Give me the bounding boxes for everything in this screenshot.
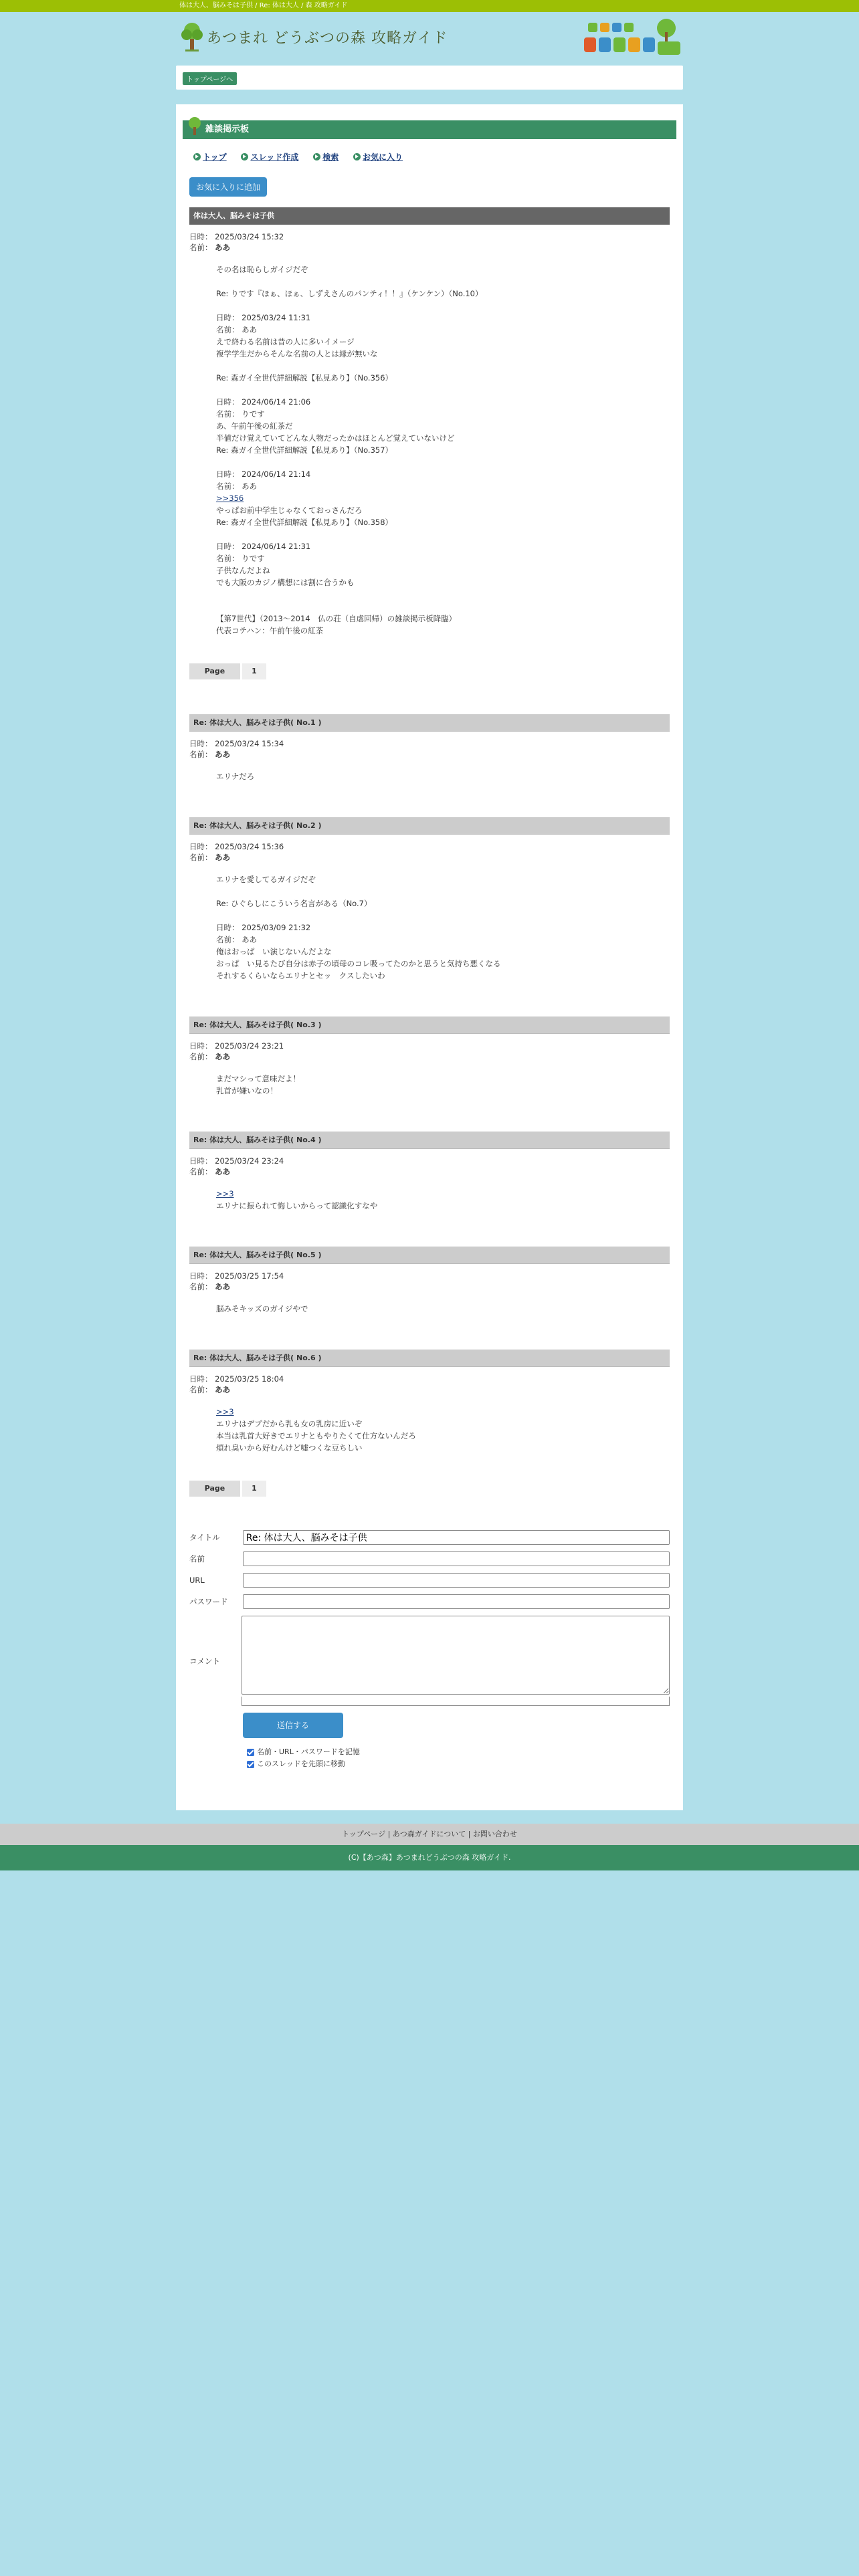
pager-page-1[interactable]: 1 <box>242 663 266 679</box>
reply-title: Re: 体は大人、脳みそは子供( No.6 ) <box>189 1350 670 1367</box>
quote-link[interactable]: >>3 <box>216 1189 234 1198</box>
url-input[interactable] <box>243 1573 670 1588</box>
name-label: 名前： <box>189 1385 213 1394</box>
board-nav <box>193 151 670 163</box>
reply-date: 2025/03/25 17:54 <box>215 1271 284 1281</box>
reply-body <box>216 1406 670 1454</box>
site-header <box>176 12 683 66</box>
reply-date: 2025/03/24 15:34 <box>215 739 284 748</box>
reply-meta <box>189 1156 670 1177</box>
thread-date: 2025/03/24 15:32 <box>215 232 284 241</box>
bump-option[interactable] <box>247 1758 670 1770</box>
reply-list <box>189 714 670 1454</box>
name-field-label: 名前 <box>189 1554 205 1564</box>
date-label: 日時： <box>189 1374 213 1384</box>
remember-option[interactable] <box>247 1746 670 1758</box>
date-label: 日時： <box>189 1271 213 1281</box>
nav-search-link[interactable] <box>313 151 339 163</box>
comment-area <box>242 1616 670 1706</box>
reply-body-text: エリナを愛してるガイジだぞ Re: ひぐらしにこういう名言がある（No.7） 日時： 2025/03/09 21:32 名前： ああ 俺はおっぱ い演じないんだよな おっぱ い見るたび自分は赤子の頃母のコレ吸ってたのかと思うと気持ち悪くなる それするくらいならエリナとセッ クスしたいわ <box>216 875 501 980</box>
form-row-name <box>189 1551 670 1566</box>
reply-meta <box>189 841 670 863</box>
reply-title: Re: 体は大人、脳みそは子供( No.1 ) <box>189 714 670 732</box>
reply-body-text: まだマシって意味だよ！ 乳首が嫌いなの！ <box>216 1074 301 1095</box>
top-bar <box>0 0 859 12</box>
reply-meta <box>189 1041 670 1062</box>
add-favorite-button[interactable]: お気に入りに追加 <box>189 177 267 197</box>
reply-body <box>216 873 670 982</box>
remember-label: 名前・URL・パスワードを記憶 <box>257 1747 360 1756</box>
form-row-comment <box>189 1616 670 1706</box>
reply-body-text: エリナはデブだから乳も女の乳房に近いぞ 本当は乳首大好きでエリナともやりたくて仕方ないんだろ 煩れ臭いから好むんけど嘘つくな豆ちしい <box>216 1419 416 1453</box>
quote-link[interactable]: >>356 <box>216 494 244 503</box>
pager-bottom <box>189 1481 670 1497</box>
reply-author: ああ <box>215 750 231 759</box>
reply-body <box>216 1188 670 1212</box>
reply-date: 2025/03/24 23:21 <box>215 1041 284 1051</box>
name-label: 名前： <box>189 853 213 862</box>
page-wrapper <box>176 12 683 1810</box>
reply-date: 2025/03/24 23:24 <box>215 1156 284 1166</box>
thread-meta <box>189 231 670 253</box>
title-input[interactable] <box>243 1530 670 1545</box>
date-label: 日時： <box>189 1156 213 1166</box>
reply-title: Re: 体は大人、脳みそは子供( No.2 ) <box>189 817 670 835</box>
name-label: 名前： <box>189 1052 213 1061</box>
reply-author: ああ <box>215 853 231 862</box>
name-label: 名前： <box>189 1167 213 1176</box>
password-input[interactable] <box>243 1594 670 1609</box>
reply-date: 2025/03/24 15:36 <box>215 842 284 851</box>
thread-title: 体は大人、脳みそは子供 <box>189 207 670 225</box>
breadcrumb-top-link[interactable]: トップページへ <box>183 72 237 85</box>
name-label: 名前： <box>189 243 213 252</box>
pager-label: Page <box>189 1481 240 1497</box>
form-row-url <box>189 1573 670 1588</box>
thread-author: ああ <box>215 243 231 252</box>
reply-author: ああ <box>215 1385 231 1394</box>
name-label: 名前： <box>189 1282 213 1291</box>
password-label: パスワード <box>189 1597 228 1606</box>
reply-meta <box>189 1374 670 1395</box>
nav-create-thread-link[interactable] <box>241 151 298 163</box>
thread-body-text: その名は恥らしガイジだぞ Re: りです『ほぁ、ほぁ、しずえさんのパンティ！！』（ケンケン）（No.10） 日時： 2025/03/24 11:31 名前： ああ えで終わる名前は昔の人に多いイメージ 複学学生だからそんな名前の人とは縁が無いな Re: 森ガイ全世代詳細解説【私見あり】（No.356） 日時： 2024/06/14 21:06 名前： りです あ、午前午後の紅茶だ 半値だけ覚えていてどんな人物だったかはほとんど覚えていないけど Re: 森ガイ全世代詳細解説【私見あり】（No.357） 日時： 2024/06/14 21:14 名前： ああ <box>216 265 483 491</box>
reply-body <box>216 770 670 782</box>
reply-author: ああ <box>215 1282 231 1291</box>
brand-logo[interactable] <box>583 19 683 59</box>
comment-label: コメント <box>189 1656 220 1666</box>
breadcrumb <box>176 66 683 90</box>
reply-author: ああ <box>215 1052 231 1061</box>
tree-logo-icon[interactable] <box>180 21 204 53</box>
reply-title: Re: 体は大人、脳みそは子供( No.5 ) <box>189 1247 670 1264</box>
name-input[interactable] <box>243 1551 670 1566</box>
pager-page-1[interactable]: 1 <box>242 1481 266 1497</box>
reply-post <box>189 1350 670 1454</box>
bump-label: このスレッドを先頭に移動 <box>257 1759 345 1768</box>
main-content <box>176 104 683 1810</box>
submit-button[interactable]: 送信する <box>243 1713 343 1738</box>
checkbox-checked-icon[interactable] <box>247 1749 254 1756</box>
nav-favorites-label: お気に入り <box>363 152 403 162</box>
date-label: 日時： <box>189 1041 213 1051</box>
reply-post <box>189 817 670 982</box>
quote-link[interactable]: >>3 <box>216 1407 234 1416</box>
nav-top-label: トップ <box>203 152 227 162</box>
thread-body <box>216 263 670 637</box>
date-label: 日時： <box>189 232 213 241</box>
site-title[interactable]: あつまれ どうぶつの森 攻略ガイド <box>207 30 448 47</box>
nav-create-thread-label: スレッド作成 <box>250 152 299 162</box>
reply-meta <box>189 738 670 760</box>
footer-links[interactable]: トップページ | あつ森ガイドについて | お問い合わせ <box>0 1824 859 1845</box>
reply-form <box>189 1530 670 1770</box>
reply-post <box>189 714 670 782</box>
nav-top-link[interactable] <box>193 151 227 163</box>
form-options <box>247 1746 670 1770</box>
reply-meta <box>189 1271 670 1292</box>
reply-post <box>189 1247 670 1315</box>
name-label: 名前： <box>189 750 213 759</box>
reply-title: Re: 体は大人、脳みそは子供( No.3 ) <box>189 1016 670 1034</box>
comment-resize-bar[interactable] <box>242 1697 670 1706</box>
arrow-circle-icon <box>241 153 248 160</box>
board-title-text: 雑談掲示板 <box>205 124 250 134</box>
tree-icon <box>187 116 203 138</box>
arrow-circle-icon <box>313 153 320 160</box>
date-label: 日時： <box>189 842 213 851</box>
nav-search-label: 検索 <box>322 152 339 162</box>
reply-body <box>216 1073 670 1097</box>
pager-top <box>189 663 670 679</box>
top-bar-text: 体は大人、脳みそは子供 / Re: 体は大人 / 森 攻略ガイド <box>179 2 348 9</box>
reply-date: 2025/03/25 18:04 <box>215 1374 284 1384</box>
reply-body-text: 脳みそキッズのガイジやで <box>216 1304 308 1313</box>
url-label: URL <box>189 1576 205 1585</box>
checkbox-checked-icon[interactable] <box>247 1761 254 1768</box>
nav-favorites-link[interactable] <box>353 151 403 163</box>
reply-title: Re: 体は大人、脳みそは子供( No.4 ) <box>189 1132 670 1149</box>
reply-body <box>216 1303 670 1315</box>
form-row-password <box>189 1594 670 1609</box>
reply-author: ああ <box>215 1167 231 1176</box>
date-label: 日時： <box>189 739 213 748</box>
pager-label: Page <box>189 663 240 679</box>
reply-body-text: エリナだろ <box>216 772 255 781</box>
arrow-circle-icon <box>193 153 201 160</box>
thread-body-text-2: やっぱお前中学生じゃなくておっさんだろ Re: 森ガイ全世代詳細解説【私見あり】（No.358） 日時： 2024/06/14 21:31 名前： りです 子供なんだよね でも大阪のカジノ構想には割に合うかも 【第7世代】（2013〜2014 仏の荘（自虐回帰）の雑談掲示板降臨） 代表コテハン：午前午後の紅茶 <box>216 506 457 635</box>
footer-copyright: (C)【あつ森】あつまれどうぶつの森 攻略ガイド. <box>0 1845 859 1870</box>
reply-post <box>189 1132 670 1212</box>
arrow-circle-icon <box>353 153 361 160</box>
title-label: タイトル <box>189 1533 220 1542</box>
board-title <box>183 120 676 139</box>
form-row-title <box>189 1530 670 1545</box>
reply-post <box>189 1016 670 1097</box>
reply-body-text: エリナに振られて悔しいからって認識化すなや <box>216 1201 378 1210</box>
comment-textarea[interactable] <box>242 1616 670 1695</box>
